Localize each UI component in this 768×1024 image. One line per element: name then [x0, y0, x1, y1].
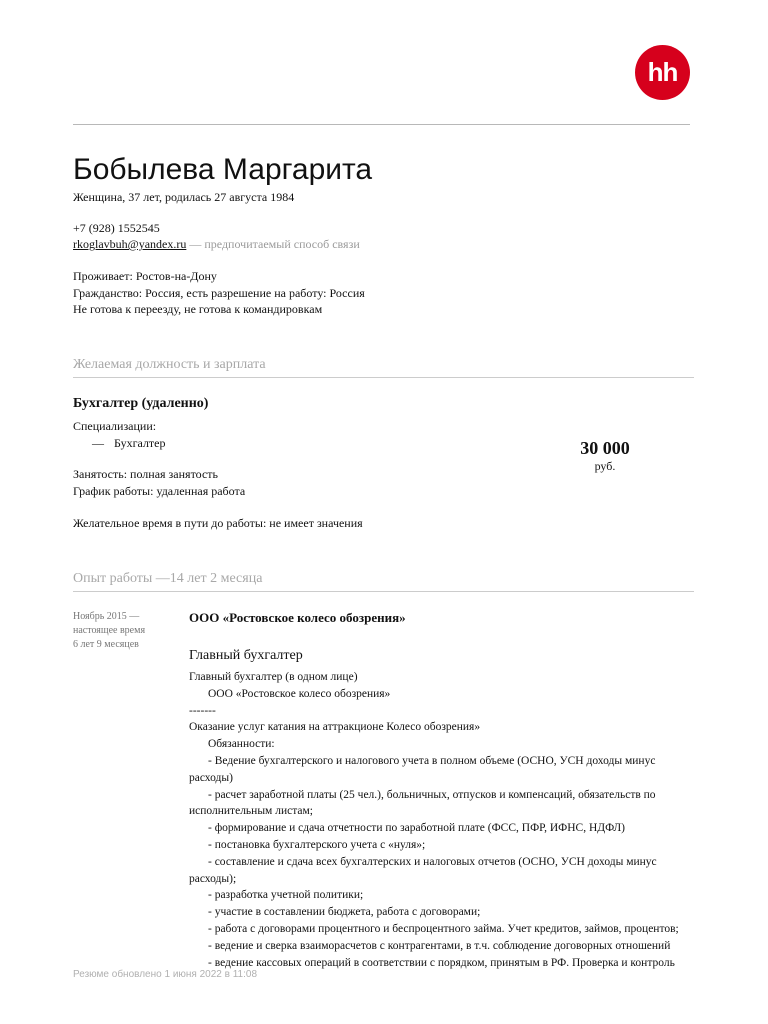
email-link[interactable]: rkoglavbuh@yandex.ru: [73, 237, 187, 251]
list-dash: —: [92, 436, 104, 450]
job-period: [73, 610, 145, 652]
salary-block: [560, 437, 650, 473]
job-title: Главный бухгалтер: [189, 648, 303, 663]
email-row: [73, 236, 360, 252]
description-line: - участие в составлении бюджета, работа с договорами;: [208, 906, 481, 919]
job-description: [189, 669, 689, 971]
description-line: - расчет заработной платы (25 чел.), больничных, отпусков и компенсаций, обязательств по исполнительным листам;: [189, 788, 656, 818]
experience-section-title: Опыт работы —14 лет 2 месяца: [73, 571, 694, 592]
hh-logo[interactable]: hh: [635, 45, 690, 100]
relocation: Не готова к переезду, не готова к командировкам: [73, 302, 323, 316]
candidate-name: Бобылева Маргарита: [73, 153, 373, 186]
description-line: - разработка учетной политики;: [208, 889, 364, 902]
description-line: - Ведение бухгалтерского и налогового учета в полном объеме (ОСНО, УСН доходы минус расходы): [189, 754, 656, 784]
desired-position: Бухгалтер (удаленно): [73, 396, 209, 411]
phone-number[interactable]: +7 (928) 1552545: [73, 221, 160, 235]
residence: Проживает: Ростов-на-Дону: [73, 269, 217, 283]
header-divider: [73, 124, 690, 125]
description-line: - ведение и сверка взаиморасчетов с контрагентами, в т.ч. соблюдение договорных отношений: [208, 939, 671, 952]
description-line: - составление и сдача всех бухгалтерских и налоговых отчетов (ОСНО, УСН доходы минус расходы);: [189, 855, 657, 885]
salary-currency: руб.: [594, 459, 616, 473]
resume-updated-note: Резюме обновлено 1 июня 2022 в 11:08: [73, 969, 258, 980]
specialization-label: Бухгалтер: [114, 436, 166, 450]
job-duration: 6 лет 9 месяцев: [73, 639, 139, 650]
candidate-summary: Женщина, 37 лет, родилась 27 августа 1984: [73, 190, 295, 204]
description-line: ООО «Ростовское колесо обозрения»: [208, 687, 391, 700]
description-line: -------: [189, 704, 216, 717]
job-period-end: настоящее время: [73, 625, 146, 636]
employment-type: Занятость: полная занятость: [73, 467, 218, 481]
citizenship: Гражданство: Россия, есть разрешение на работу: Россия: [73, 286, 365, 300]
description-line: - ведение кассовых операций в соответствии с порядком, принятым в РФ. Проверка и контроль: [208, 956, 675, 969]
specialization-item: [92, 435, 166, 451]
email-note: — предпочитаемый способ связи: [186, 237, 360, 251]
description-line: Главный бухгалтер (в одном лице): [189, 671, 358, 683]
description-line: Обязанности:: [208, 738, 275, 751]
description-line: - работа с договорами процентного и беспроцентного займа. Учет кредитов, займов, процентов;: [208, 922, 679, 935]
description-line: - формирование и сдача отчетности по заработной плате (ФСС, ПФР, ИФНС, НДФЛ): [208, 822, 625, 835]
salary-amount: 30 000: [580, 438, 630, 458]
desired-position-section-title: Желаемая должность и зарплата: [73, 357, 694, 378]
specializations-label: Специализации:: [73, 419, 157, 433]
job-period-start: Ноябрь 2015 —: [73, 611, 140, 622]
work-schedule: График работы: удаленная работа: [73, 484, 246, 498]
description-line: Оказание услуг катания на аттракционе Колесо обозрения»: [189, 721, 481, 734]
company-name: ООО «Ростовское колесо обозрения»: [189, 610, 406, 625]
description-line: - постановка бухгалтерского учета с «нуля»;: [208, 838, 426, 851]
commute-time: Желательное время в пути до работы: не имеет значения: [73, 516, 363, 530]
